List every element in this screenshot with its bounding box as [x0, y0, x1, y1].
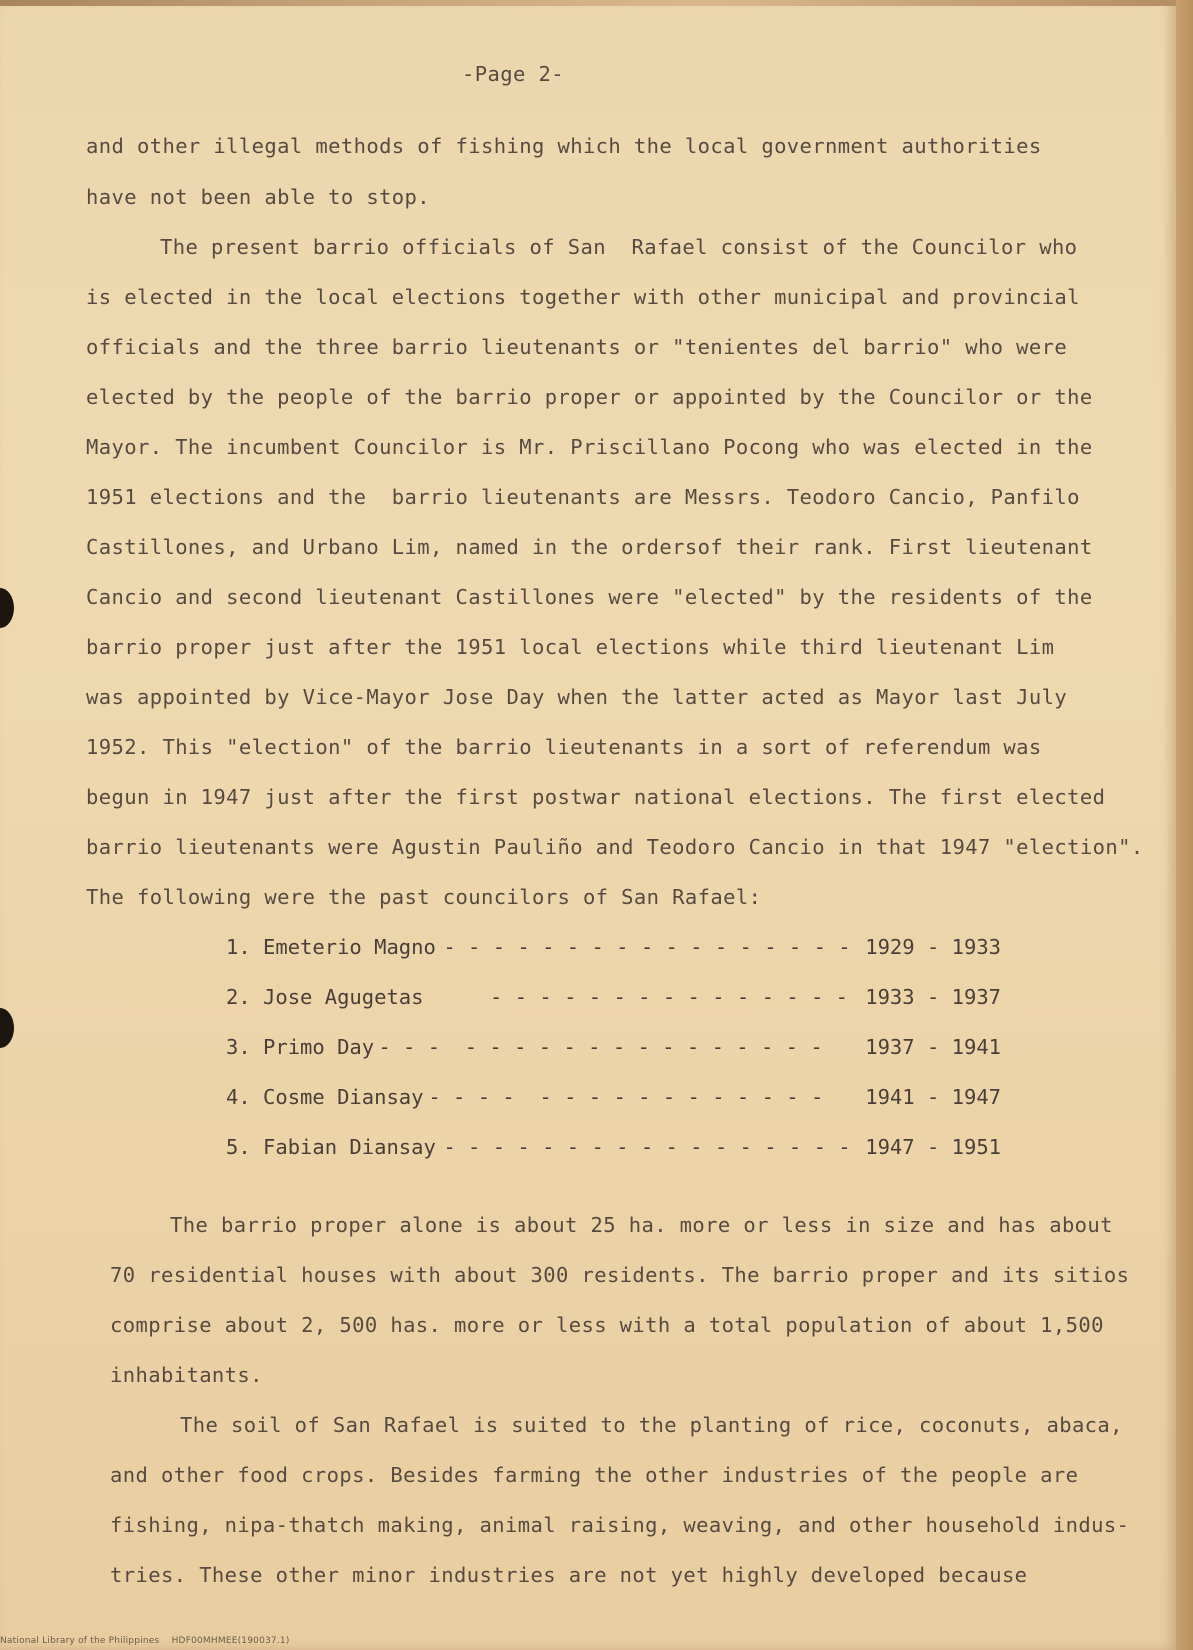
text-line: The present barrio officials of San Rafael consist of the Councilor who — [160, 235, 1078, 259]
term-years: 1941 - 1947 — [865, 1085, 1001, 1109]
term-years: 1933 - 1937 — [865, 985, 1001, 1009]
scan-footer-caption: National Library of the Philippines HDF00MHMEE(190037.1) — [0, 1636, 290, 1646]
text-line: comprise about 2, 500 has. more or less with a total population of about 1,500 — [110, 1313, 1104, 1337]
text-line: barrio lieutenants were Agustin Pauliño and Teodoro Cancio in that 1947 "election". — [86, 835, 1144, 859]
text-line: 1952. This "election" of the barrio lieutenants in a sort of referendum was — [86, 735, 1042, 759]
text-line: is elected in the local elections together with other municipal and provincial — [86, 285, 1080, 309]
text-line: The soil of San Rafael is suited to the planting of rice, coconuts, abaca, — [180, 1413, 1123, 1437]
text-line: fishing, nipa-thatch making, animal raising, weaving, and other household indus- — [110, 1513, 1130, 1537]
text-line: barrio proper just after the 1951 local elections while third lieutenant Lim — [86, 635, 1055, 659]
councilor-name: 1. Emeterio Magno — [226, 935, 436, 959]
text-line: The barrio proper alone is about 25 ha. more or less in size and has about — [170, 1213, 1113, 1237]
dash-leader: - - - - - - - - - - - - - - - — [416, 985, 848, 1009]
term-years: 1937 - 1941 — [865, 1035, 1001, 1059]
text-line: elected by the people of the barrio proper or appointed by the Councilor or the — [86, 385, 1093, 409]
dash-leader: - - - - - - - - - - - - - - - - - — [431, 935, 851, 959]
councilor-list-item — [226, 1085, 1001, 1113]
text-line: have not been able to stop. — [86, 185, 431, 209]
councilor-list-item — [226, 1135, 1001, 1163]
text-line: and other illegal methods of fishing which the local government authorities — [86, 134, 1042, 158]
dash-leader: - - - - - - - - - - - - - - - - - — [431, 1135, 851, 1159]
dash-leader: - - - - - - - - - - - - - - - - - - — [366, 1035, 823, 1059]
term-years: 1929 - 1933 — [865, 935, 1001, 959]
text-line: 70 residential houses with about 300 residents. The barrio proper and its sitios — [110, 1263, 1130, 1287]
term-years: 1947 - 1951 — [865, 1135, 1001, 1159]
text-line: Cancio and second lieutenant Castillones were "elected" by the residents of the — [86, 585, 1093, 609]
text-line: officials and the three barrio lieutenants or "tenientes del barrio" who were — [86, 335, 1068, 359]
page-top-edge — [0, 0, 1176, 6]
councilor-name: 5. Fabian Diansay — [226, 1135, 436, 1159]
text-line: was appointed by Vice-Mayor Jose Day when the latter acted as Mayor last July — [86, 685, 1068, 709]
councilor-list-item — [226, 985, 1001, 1013]
page-number-header: -Page 2- — [462, 62, 564, 86]
binder-hole-upper — [0, 588, 14, 628]
text-line: Castillones, and Urbano Lim, named in the ordersof their rank. First lieutenant — [86, 535, 1093, 559]
councilor-name: 4. Cosme Diansay — [226, 1085, 424, 1109]
councilor-name: 3. Primo Day — [226, 1035, 375, 1059]
councilor-name: 2. Jose Agugetas — [226, 985, 424, 1009]
text-line: begun in 1947 just after the first postwar national elections. The first elected — [86, 785, 1106, 809]
page-right-edge — [1176, 0, 1193, 1650]
text-line: 1951 elections and the barrio lieutenants are Messrs. Teodoro Cancio, Panfilo — [86, 485, 1080, 509]
councilor-list-item — [226, 1035, 1001, 1063]
text-line: inhabitants. — [110, 1363, 263, 1387]
text-line: Mayor. The incumbent Councilor is Mr. Priscillano Pocong who was elected in the — [86, 435, 1093, 459]
binder-hole-lower — [0, 1008, 14, 1048]
text-line: tries. These other minor industries are not yet highly developed because — [110, 1563, 1028, 1587]
text-line: The following were the past councilors of San Rafael: — [86, 885, 762, 909]
text-line: and other food crops. Besides farming the other industries of the people are — [110, 1463, 1079, 1487]
dash-leader: - - - - - - - - - - - - - - - - — [416, 1085, 824, 1109]
councilor-list-item — [226, 935, 1001, 963]
